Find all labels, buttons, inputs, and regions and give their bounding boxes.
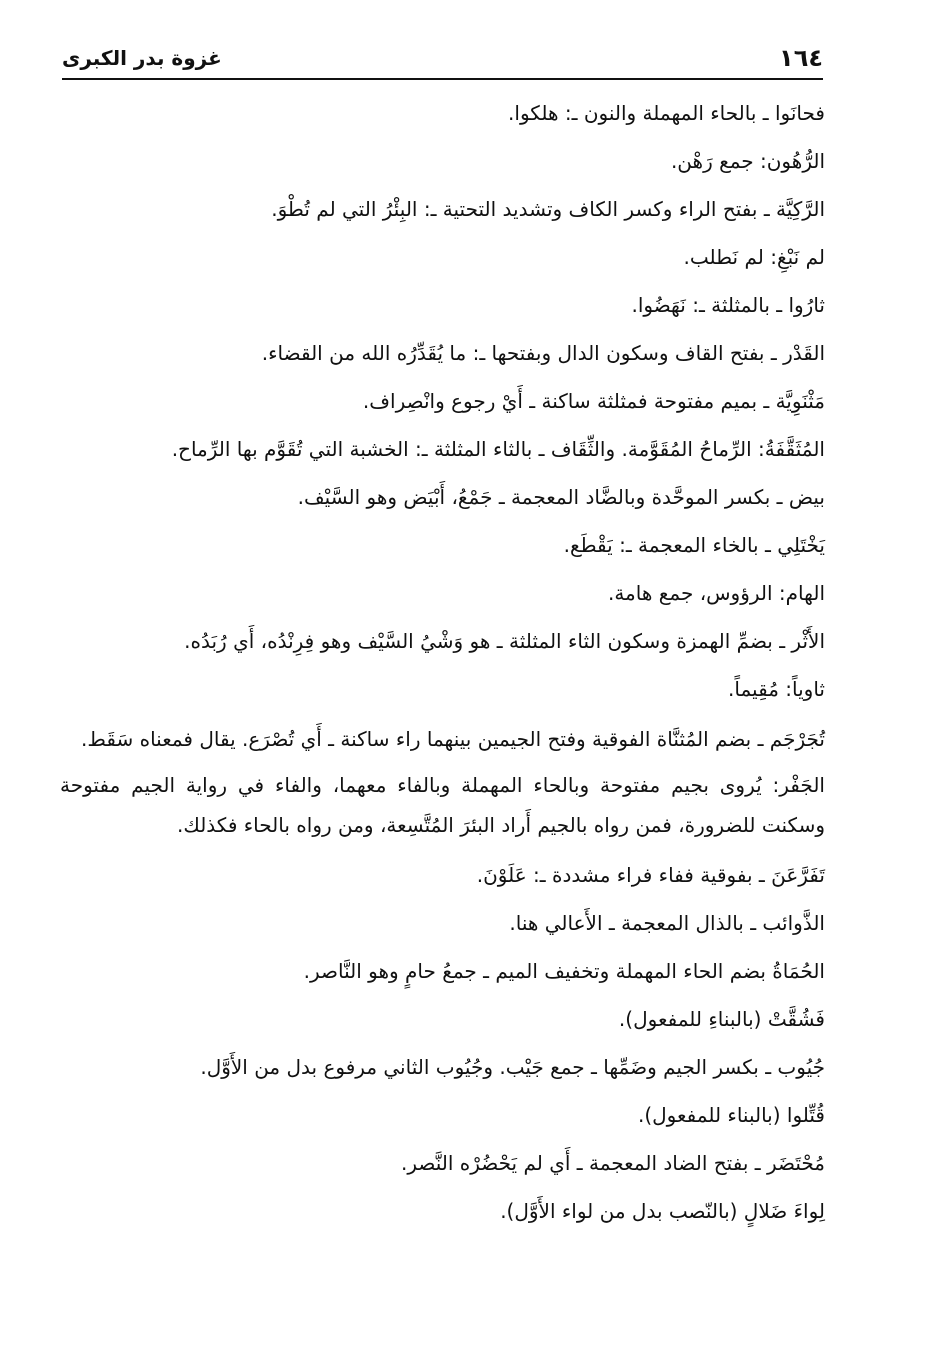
glossary-entry: فَشُقَّتْ (بالبناءِ للمفعول). <box>618 1007 825 1031</box>
glossary-entry: يَخْتَلِي ـ بالخاء المعجمة ـ: يَقْطَع. <box>563 533 825 557</box>
glossary-entry: الأَثْر ـ بضمِّ الهمزة وسكون الثاء المثلثة ـ هو وَشْيُ السَّيْف وهو فِرِنْدُه، أَي رُبَدُه. <box>184 629 825 653</box>
glossary-entry: الجَفْر: يُروى بجيم مفتوحة وبالحاء المهملة وبالفاء معهما، والفاء في رواية الجيم مفتوحة وسكنت للضرورة، فمن رواه بالجيم أَراد البئرَ المُتَّسِعة، ومن رواه بالحاء فكذلك. <box>60 773 825 837</box>
glossary-entry: القَدْر ـ بفتح القاف وسكون الدال وبفتحها ـ: ما يُقَدِّرُه الله من القضاء. <box>261 341 825 365</box>
glossary-entry: المُثَقَّفَةُ: الرِّماحُ المُقَوَّمة. والثِّقَاف ـ بالثاء المثلثة ـ: الخشبة التي تُقَوَّم بها الرِّماح. <box>171 437 825 461</box>
glossary-entry: قُتِّلوا (بالبناء للمفعول). <box>637 1103 825 1127</box>
glossary-entry: الرَّكِيَّة ـ بفتح الراء وكسر الكاف وتشديد التحتية ـ: البِئْرُ التي لم تُطْوَ. <box>271 197 825 221</box>
glossary-entry: لم نَبْغِ: لم نَطلب. <box>683 245 825 269</box>
glossary-entry: الهام: الرؤوس، جمع هامة. <box>607 581 825 605</box>
glossary-entry: جُيُوب ـ بكسر الجيم وضَمِّها ـ جمع جَيْب. وجُيُوب الثاني مرفوع بدل من الأَوَّل. <box>200 1055 825 1079</box>
glossary-entry: فحانَوا ـ بالحاء المهملة والنون ـ: هلكوا. <box>508 101 825 125</box>
page-number: ١٦٤ <box>779 44 823 72</box>
glossary-entry: مَثْنَوِيَّة ـ بميم مفتوحة فمثلثة ساكنة ـ أَيْ رجوع وانْصِراف. <box>362 389 825 413</box>
glossary-entry: الرُّهُون: جمع رَهْن. <box>670 149 825 173</box>
glossary-entry: تَفَرَّعَنَ ـ بفوقية ففاء فراء مشددة ـ: عَلَوْنَ. <box>476 863 825 887</box>
glossary-entry: الذَّوائب ـ بالذال المعجمة ـ الأَعالي هنا. <box>509 911 825 935</box>
glossary-entry: لِواءَ ضَلالٍ (بالنّصب بدل من لواء الأَوَّل). <box>500 1199 825 1223</box>
page-header <box>62 38 823 80</box>
glossary-entry: ثاوياً: مُقِيماً. <box>728 677 825 701</box>
glossary-entry: ثارُوا ـ بالمثلثة ـ: نَهَضُوا. <box>631 293 825 317</box>
glossary-body <box>60 89 825 1235</box>
glossary-entry: بيض ـ بكسر الموحَّدة وبالضَّاد المعجمة ـ جَمْعُ، أَبْيَض وهو السَّيْف. <box>297 485 825 509</box>
glossary-entry: الحُمَاةُ بضم الحاء المهملة وتخفيف الميم ـ جمعُ حامٍ وهو النَّاصر. <box>303 959 825 983</box>
glossary-entry: تُجَرْجَم ـ بضم المُثنَّاة الفوقية وفتح الجيمين بينهما راء ساكنة ـ أَي تُصْرَع. يقال فمعناه سَقَط. <box>81 727 825 751</box>
running-title: غزوة بدر الكبرى <box>62 46 222 70</box>
glossary-entry: مُحْتَضَر ـ بفتح الضاد المعجمة ـ أَي لم يَحْضُرْه النَّصر. <box>400 1151 825 1175</box>
